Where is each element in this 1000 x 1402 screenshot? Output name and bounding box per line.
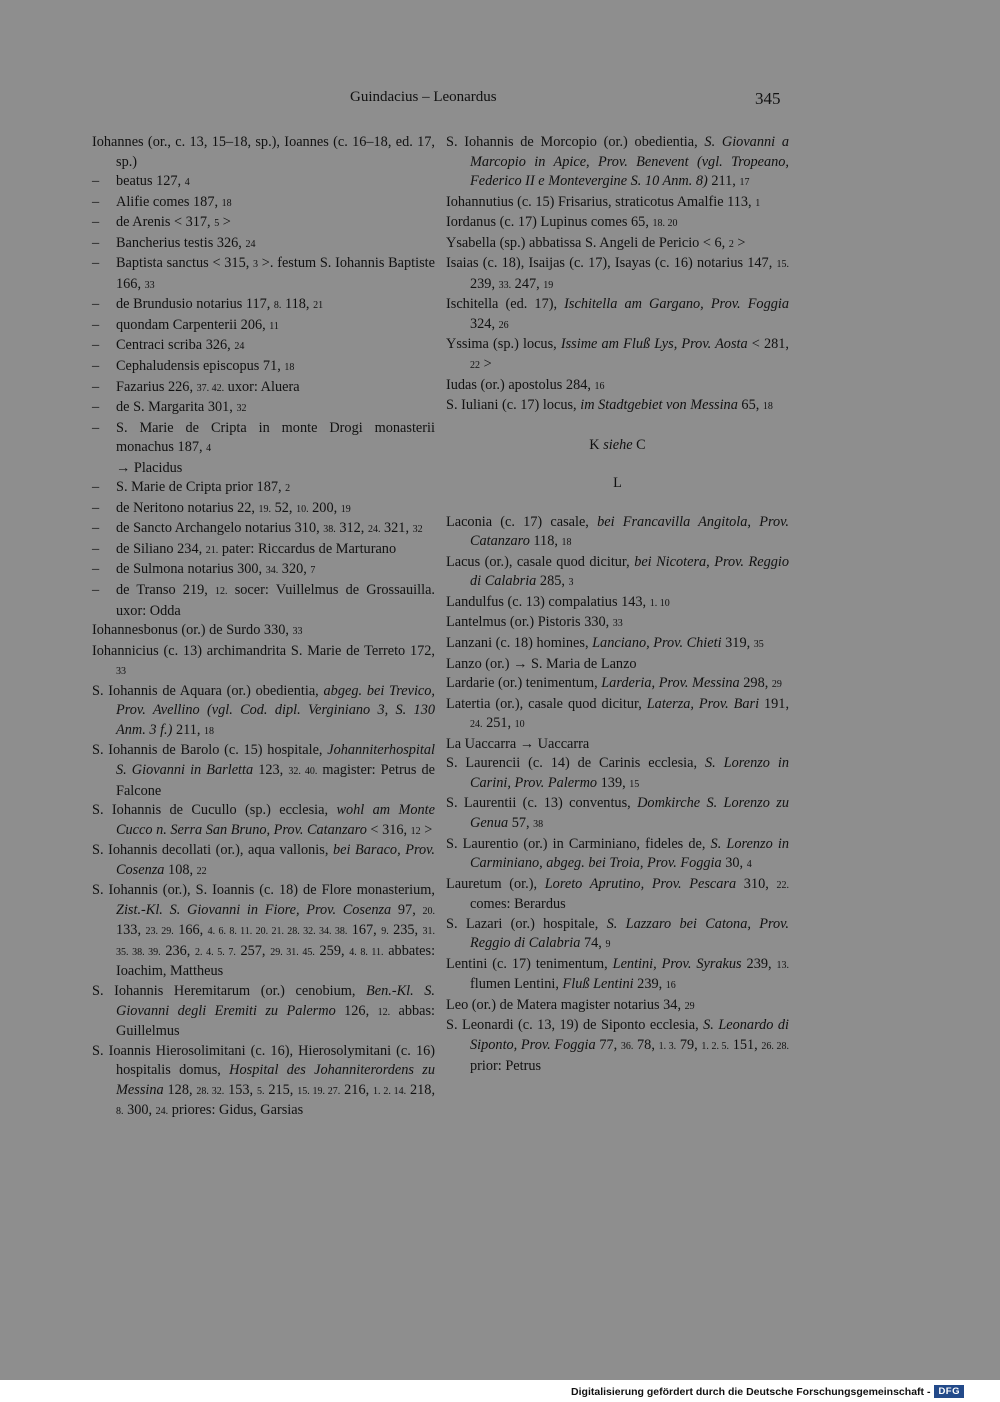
index-subentry: – de Transo 219, 12. socer: Vuillelmus de Grossauilla. uxor: Odda [92, 581, 435, 621]
index-subentry: – Fazarius 226, 37. 42. uxor: Aluera [92, 378, 435, 399]
index-entry: S. Iohannis de Morcopio (or.) obedientia, S. Giovanni a Marcopio in Apice, Prov. Benevent (vgl. Tropeano, Federico II e Montevergine S. 10 Anm. 8) 211, 17 [446, 134, 789, 190]
index-entry: S. Iohannis de Aquara (or.) obedientia, abgeg. bei Trevico, Prov. Avellino (vgl. Cod. dipl. Verginiano 3, S. 130 Anm. 3 f.) 211, 18 [92, 682, 435, 738]
index-entry: Iordanus (c. 17) Lupinus comes 65, 18. 20 [446, 214, 678, 231]
index-entry: → Placidus [116, 459, 183, 476]
index-entry: Ischitella (ed. 17), Ischitella am Gargano, Prov. Foggia 324, 26 [446, 296, 789, 332]
index-entry: Lanzo (or.) → S. Maria de Lanzo [446, 655, 637, 672]
index-subentry: – de Brundusio notarius 117, 8. 118, 21 [92, 295, 435, 316]
index-subentry: – Cephaludensis episcopus 71, 18 [92, 357, 435, 378]
index-entry: Ysabella (sp.) abbatissa S. Angeli de Pericio < 6, 2 > [446, 234, 746, 251]
index-entry: S. Iuliani (c. 17) locus, im Stadtgebiet von Messina 65, 18 [446, 397, 773, 414]
index-entry: Lantelmus (or.) Pistoris 330, 33 [446, 614, 623, 631]
index-entry: Lacus (or.), casale quod dicitur, bei Nicotera, Prov. Reggio di Calabria 285, 3 [446, 553, 789, 590]
index-entry: La Uaccarra → Uaccarra [446, 735, 590, 752]
index-entry: Iohannes (or., c. 13, 15–18, sp.), Ioannes (c. 16–18, ed. 17, sp.) [92, 134, 435, 170]
index-entry: Isaias (c. 18), Isaijas (c. 17), Isayas (c. 16) notarius 147, 15. 239, 33. 247, 19 [446, 255, 789, 292]
page-number: 345 [755, 89, 781, 108]
index-column-right [446, 133, 789, 1076]
index-subentry: – Alifie comes 187, 18 [92, 193, 435, 214]
index-entry: S. Laurentii (c. 13) conventus, Domkirche S. Lorenzo zu Genua 57, 38 [446, 795, 789, 831]
index-subentry: – Centraci scriba 326, 24 [92, 336, 435, 357]
index-subentry: – quondam Carpenterii 206, 11 [92, 316, 435, 337]
index-entry: Leo (or.) de Matera magister notarius 34, 29 [446, 996, 695, 1013]
index-entry: Lanzani (c. 18) homines, Lanciano, Prov. Chieti 319, 35 [446, 635, 764, 652]
index-entry: S. Ioannis Hierosolimitani (c. 16), Hierosolymitani (c. 16) hospitalis domus, Hospital des Johanniterordens zu Messina 128, 28. 32. 153, 5. 215, 15. 19. 27. 216, 1. 2. 14. 218, 8. 300, 24. priores: Gidus, Garsias [92, 1042, 436, 1119]
index-subentry: – de S. Margarita 301, 32 [92, 398, 435, 419]
index-entry: Lauretum (or.), Loreto Aprutino, Prov. Pescara 310, 22. comes: Berardus [446, 875, 789, 913]
index-entry: S. Laurencii (c. 14) de Carinis ecclesia, S. Lorenzo in Carini, Prov. Palermo 139, 15 [446, 755, 789, 791]
section-heading: L [613, 475, 622, 492]
index-subentry: – beatus 127, 4 [92, 172, 435, 193]
index-entry: Iohannutius (c. 15) Frisarius, straticotus Amalfie 113, 1 [446, 193, 761, 210]
index-entry: Lentini (c. 17) tenimentum, Lentini, Prov. Syrakus 239, 13. flumen Lentini, Fluß Lentini 239, 16 [446, 955, 789, 993]
index-subentry: – de Sulmona notarius 300, 34. 320, 7 [92, 560, 435, 581]
dfg-logo: DFG [934, 1385, 964, 1398]
index-entry: Laconia (c. 17) casale, bei Francavilla Angitola, Prov. Catanzaro 118, 18 [446, 513, 789, 550]
index-subentry: – de Sancto Archangelo notarius 310, 38. 312, 24. 321, 32 [92, 519, 435, 540]
index-entry: S. Lazari (or.) hospitale, S. Lazzaro bei Catona, Prov. Reggio di Calabria 74, 9 [446, 915, 789, 952]
index-entry: S. Leonardi (c. 13, 19) de Siponto ecclesia, S. Leonardo di Siponto, Prov. Foggia 77, 36. 78, 1. 3. 79, 1. 2. 5. 151, 26. 28. prior: Petrus [446, 1017, 790, 1074]
running-head: Guindacius – Leonardus [350, 89, 497, 105]
index-entry: S. Iohannis de Cucullo (sp.) ecclesia, wohl am Monte Cucco n. Serra San Bruno, Prov. Catanzaro < 316, 12 > [92, 802, 436, 838]
index-entry: S. Iohannis (or.), S. Ioannis (c. 18) de Flore monasterium, Zist.-Kl. S. Giovanni in Fiore, Prov. Cosenza 97, 20. 133, 23. 29. 166, 4. 6. 8. 11. 20. 21. 28. 32. 34. 38. 167, 9. 235, 31. 35. 38. 39. 236, 2. 4. 5. 7. 257, 29. 31. 45. 259, 4. 8. 11. abbates: Ioachim, Mattheus [92, 882, 436, 980]
index-entry: S. Iohannis decollati (or.), aqua vallonis, bei Baraco, Prov. Cosenza 108, 22 [92, 842, 435, 878]
index-column-left [92, 133, 435, 1122]
funding-footer [571, 1385, 964, 1398]
index-entry: Yssima (sp.) locus, Issime am Fluß Lys, Prov. Aosta < 281, 22 > [446, 336, 789, 373]
index-entry: Iohannesbonus (or.) de Surdo 330, 33 [92, 622, 303, 639]
index-subentry: – de Neritono notarius 22, 19. 52, 10. 200, 19 [92, 499, 435, 520]
index-subentry: – Bancherius testis 326, 24 [92, 234, 435, 255]
index-entry: Iudas (or.) apostolus 284, 16 [446, 376, 605, 393]
section-heading: K siehe C [589, 436, 646, 453]
index-subentry: – S. Marie de Cripta in monte Drogi monasterii monachus 187, 4 [92, 419, 435, 459]
index-entry: Lardarie (or.) tenimentum, Larderia, Prov. Messina 298, 29 [446, 675, 782, 692]
funding-text: Digitalisierung gefördert durch die Deutsche Forschungsgemeinschaft - [571, 1385, 931, 1398]
index-entry: Iohannicius (c. 13) archimandrita S. Marie de Terreto 172, 33 [92, 642, 435, 678]
index-subentry: – de Arenis < 317, 5 > [92, 213, 435, 234]
index-subentry: – Baptista sanctus < 315, 3 >. festum S. Iohannis Baptiste 166, 33 [92, 254, 435, 295]
index-subentry: – S. Marie de Cripta prior 187, 2 [92, 478, 435, 499]
index-entry: Latertia (or.), casale quod dicitur, Laterza, Prov. Bari 191, 24. 251, 10 [446, 695, 790, 732]
index-entry: S. Iohannis Heremitarum (or.) cenobium, Ben.-Kl. S. Giovanni degli Eremiti zu Palermo 126, 12. abbas: Guillelmus [92, 982, 435, 1040]
index-subentry: – de Siliano 234, 21. pater: Riccardus de Marturano [92, 540, 435, 561]
index-entry: Landulfus (c. 13) compalatius 143, 1. 10 [446, 593, 670, 610]
index-entry: S. Laurentio (or.) in Carminiano, fideles de, S. Lorenzo in Carminiano, abgeg. bei Troia, Prov. Foggia 30, 4 [446, 835, 789, 872]
index-entry: S. Iohannis de Barolo (c. 15) hospitale, Johanniterhospital S. Giovanni in Barletta 123, 32. 40. magister: Petrus de Falcone [92, 742, 435, 799]
